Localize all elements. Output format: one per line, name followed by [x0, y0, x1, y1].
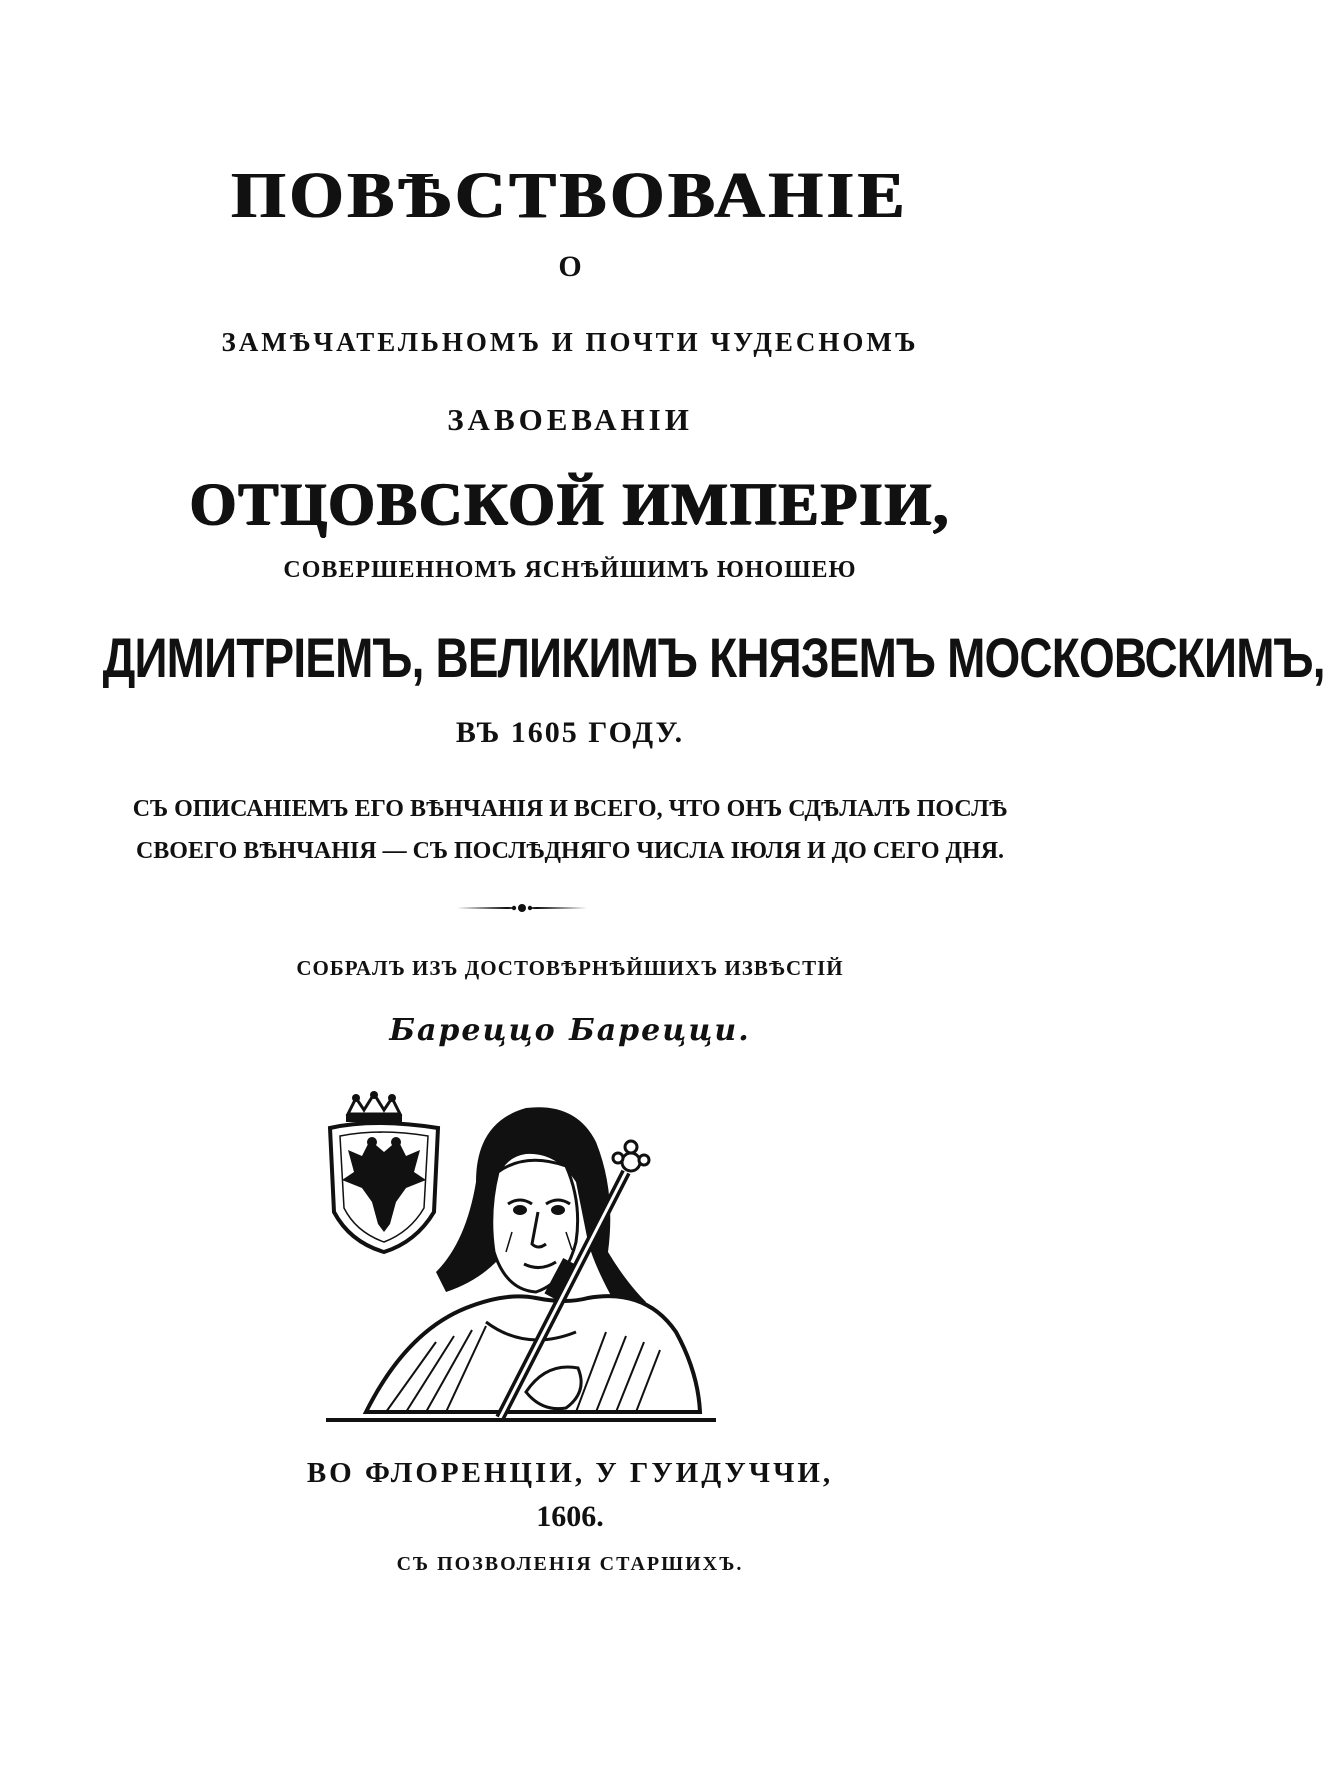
subtitle-line-1: ЗАМѢЧАТЕЛЬНОМЪ И ПОЧТИ ЧУДЕСНОМЪ: [221, 327, 919, 357]
subtitle-line-2: ЗАВОЕВАНІИ: [447, 402, 693, 437]
portrait-woodcut-icon: [326, 1092, 716, 1422]
year-line: ВЪ 1605 ГОДУ.: [455, 716, 685, 749]
ornament-divider-icon: [455, 900, 589, 916]
subtitle-line-5: ДИМИТРІЕМЪ, ВЕЛИКИМЪ КНЯЗЕМЪ МОСКОВСКИМЪ,: [102, 626, 1325, 689]
permission-line: СЪ ПОЗВОЛЕНІЯ СТАРШИХЪ.: [396, 1553, 744, 1575]
subtitle-line-3: ОТЦОВСКОЙ ИМПЕРІИ,: [189, 471, 951, 537]
imprint-year: 1606.: [536, 1500, 604, 1533]
compiled-by-line: СОБРАЛЪ ИЗЪ ДОСТОВѢРНѢЙШИХЪ ИЗВѢСТІЙ: [296, 956, 844, 980]
description-line-2: СВОЕГО ВѢНЧАНІЯ — СЪ ПОСЛѢДНЯГО ЧИСЛА ІЮЛЯ И ДО СЕГО ДНЯ.: [135, 838, 1005, 864]
book-title: ПОВѢСТВОВАНІЕ: [231, 159, 909, 232]
author-name: Бареццо Барецци.: [389, 1013, 751, 1048]
preposition: О: [558, 250, 582, 283]
description-line-1: СЪ ОПИСАНІЕМЪ ЕГО ВѢНЧАНІЯ И ВСЕГО, ЧТО ОНЪ СДѢЛАЛЪ ПОСЛѢ: [132, 796, 1008, 822]
subtitle-line-4: СОВЕРШЕННОМЪ ЯСНѢЙШИМЪ ЮНОШЕЮ: [283, 557, 857, 583]
double-headed-eagle-crest-icon: [330, 1091, 438, 1252]
imprint-place: ВО ФЛОРЕНЦІИ, У ГУИДУЧЧИ,: [306, 1457, 834, 1489]
